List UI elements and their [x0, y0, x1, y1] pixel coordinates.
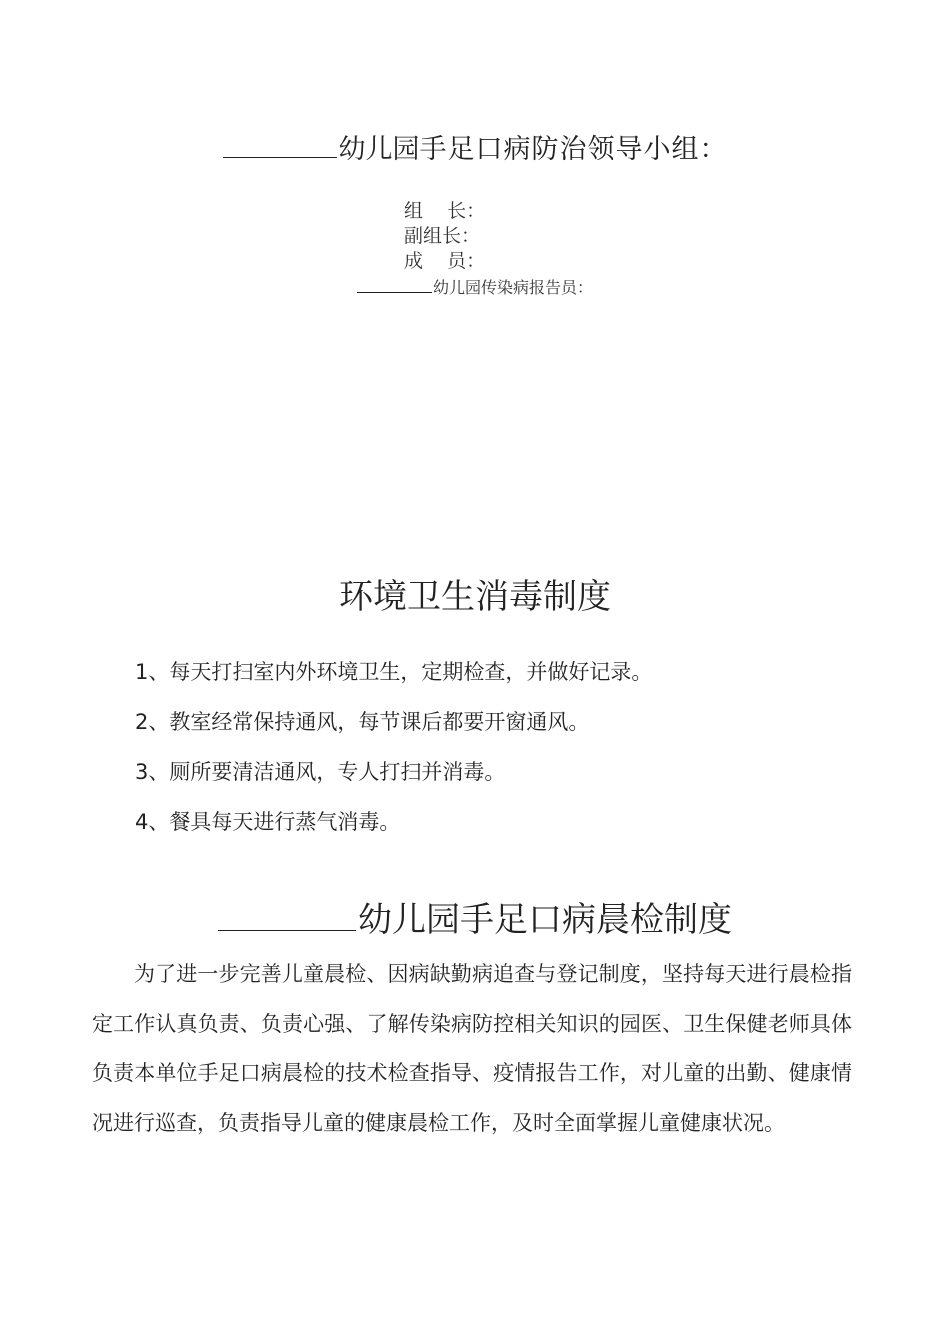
role-deputy-leader: 副组长：	[404, 225, 481, 247]
hygiene-rule-item: 2、教室经常保持通风，每节课后都要开窗通风。	[135, 710, 590, 734]
reporter-title-text: 传染病报告员：	[481, 278, 594, 297]
kindergarten-name-blank	[223, 133, 337, 158]
reporter-kindergarten-label: 幼儿园	[432, 278, 481, 297]
leadership-group-title-text: 手足口病防治领导小组：	[419, 134, 728, 165]
reporter-kindergarten-blank	[357, 275, 432, 293]
role-members: 成 员：	[404, 250, 486, 272]
hygiene-rule-item: 3、厕所要清洁通风，专人打扫并消毒。	[135, 760, 506, 784]
morning-check-paragraph: 为了进一步完善儿童晨检、因病缺勤病追查与登记制度，坚持每天进行晨检指定工作认真负责、负责心强、了解传染病防控相关知识的园医、卫生保健老师具体负责本单位手足口病晨检的技术检查指导、疫情报告工作，对儿童的出勤、健康情况进行巡查，负责指导儿童的健康晨检工作，及时全面掌握儿童健康状况。	[92, 962, 852, 1135]
kindergarten-label: 幼儿园	[338, 134, 420, 165]
leadership-roles	[404, 199, 485, 274]
hygiene-rules-list	[135, 652, 652, 852]
check-kindergarten-blank	[218, 898, 356, 931]
hygiene-rule-item: 4、餐具每天进行蒸气消毒。	[135, 810, 401, 834]
morning-check-section-title	[0, 898, 950, 942]
hygiene-section-title: 环境卫生消毒制度	[339, 577, 611, 617]
role-leader: 组 长：	[404, 200, 486, 222]
morning-check-title-text: 幼儿园手足口病晨检制度	[358, 900, 732, 940]
disease-reporter-line	[0, 275, 950, 299]
leadership-group-title	[0, 132, 950, 168]
hygiene-rule-item: 1、每天打扫室内外环境卫生，定期检查，并做好记录。	[135, 660, 653, 684]
